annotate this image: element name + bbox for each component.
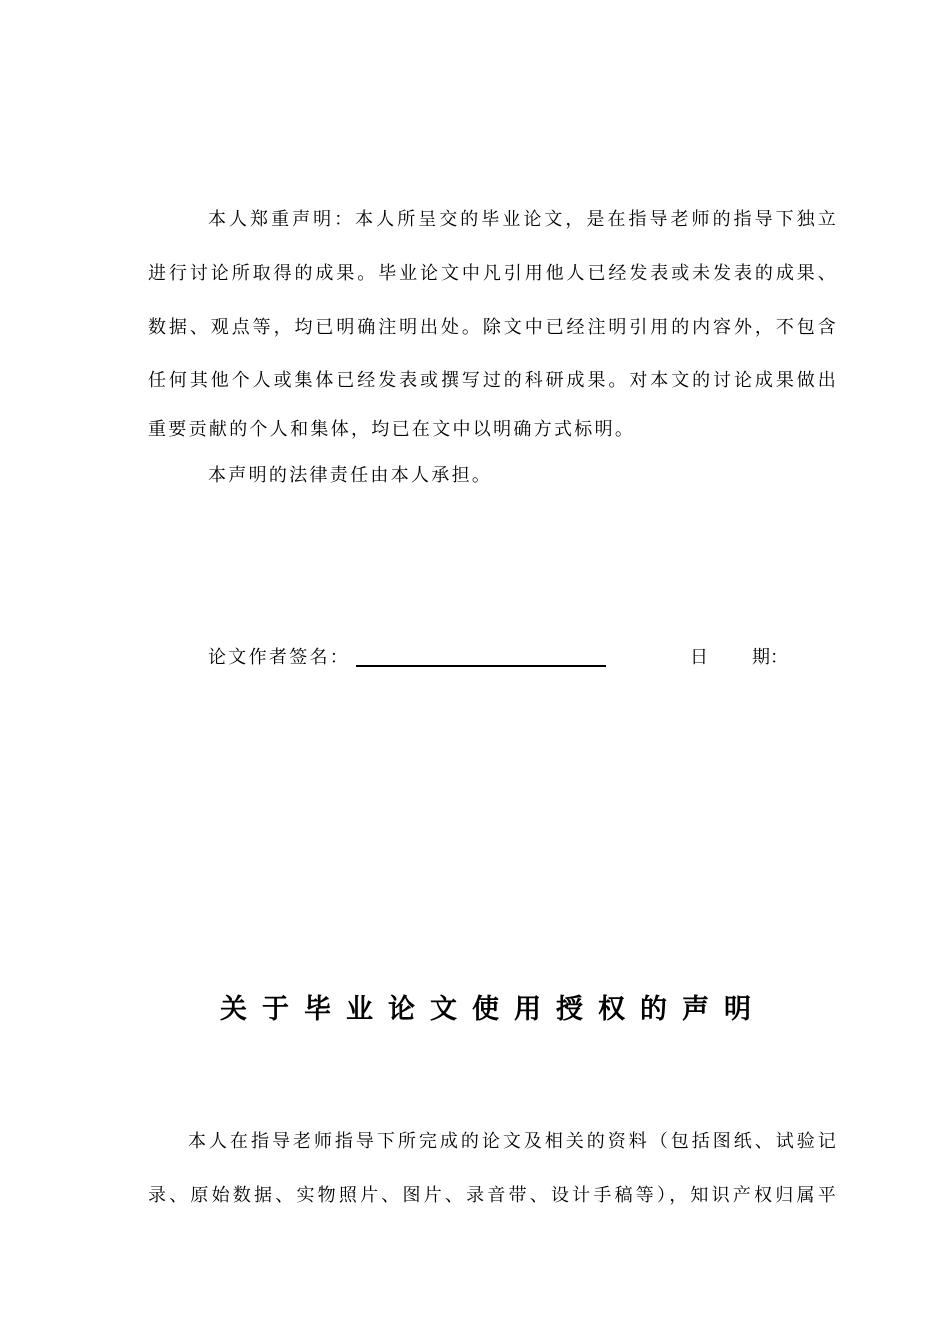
authorization-line-1: 本人在指导老师指导下所完成的论文及相关的资料（包括图纸、试验记: [188, 1131, 838, 1152]
declaration-line-3: 数据、观点等，均已明确注明出处。除文中已经注明引用的内容外，不包含: [148, 317, 838, 338]
declaration-line-5: 重要贡献的个人和集体，均已在文中以明确方式标明。: [148, 419, 636, 440]
declaration-line-1: 本人郑重声明：本人所呈交的毕业论文，是在指导老师的指导下独立: [208, 209, 838, 230]
date-label-char-1: 日: [690, 647, 708, 668]
date-label: [690, 646, 788, 670]
declaration-line-2: 进行讨论所取得的成果。毕业论文中凡引用他人已经发表或未发表的成果、: [148, 263, 838, 284]
author-signature-line: [356, 665, 606, 667]
author-signature-label: 论文作者签名：: [208, 647, 351, 668]
authorization-title: 关于毕业论文使用授权的声明: [220, 994, 766, 1025]
responsibility-statement: 本声明的法律责任由本人承担。: [208, 465, 493, 486]
declaration-line-4: 任何其他个人或集体已经发表或撰写过的科研成果。对本文的讨论成果做出: [148, 370, 838, 391]
signature-row: [208, 646, 808, 672]
authorization-line-2: 录、原始数据、实物照片、图片、录音带、设计手稿等），知识产权归属平: [148, 1185, 838, 1206]
date-label-char-2: 期：: [752, 647, 788, 668]
